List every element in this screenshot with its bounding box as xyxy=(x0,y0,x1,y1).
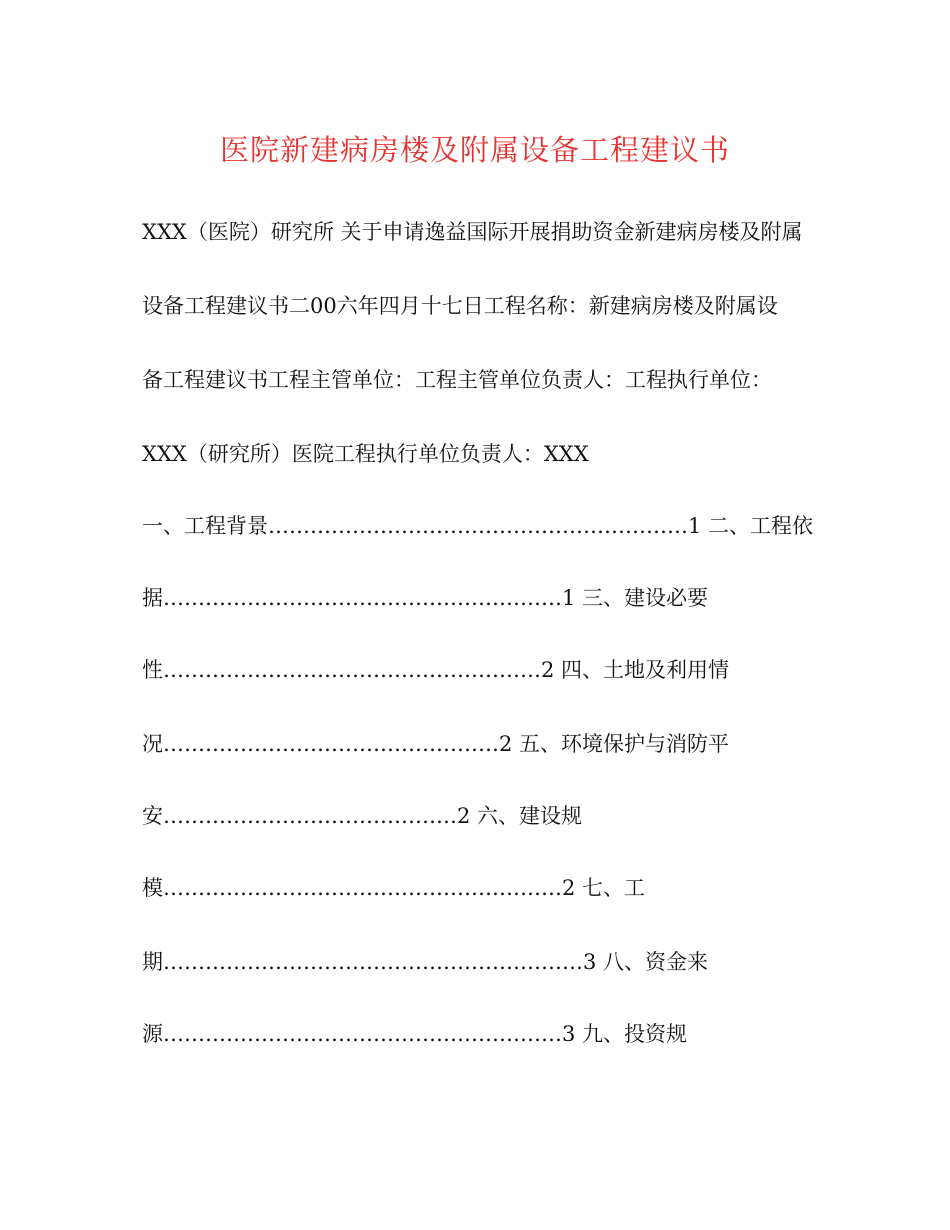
toc-line-8: 源…………………………………………………3 九、投资规 xyxy=(142,1022,688,1046)
toc-line-5: 安……………………………………2 六、建设规 xyxy=(142,804,583,828)
toc-line-7: 期……………………………………………………3 八、资金来 xyxy=(142,950,709,974)
document-title: 医院新建病房楼及附属设备工程建议书 xyxy=(219,133,730,167)
intro-line-1: XXX（医院）研究所 关于申请逸益国际开展捐助资金新建病房楼及附属 xyxy=(142,220,803,244)
intro-line-3: 备工程建议书工程主管单位：工程主管单位负责人：工程执行单位： xyxy=(142,368,772,392)
toc-line-6: 模…………………………………………………2 七、工 xyxy=(142,876,646,900)
intro-line-2: 设备工程建议书二00六年四月十七日工程名称：新建病房楼及附属设 xyxy=(142,294,778,318)
toc-line-2: 据…………………………………………………1 三、建设必要 xyxy=(142,586,709,610)
toc-line-4: 况…………………………………………2 五、环境保护与消防平 xyxy=(142,732,730,756)
toc-line-3: 性………………………………………………2 四、土地及利用情 xyxy=(142,658,730,682)
toc-line-1: 一、工程背景……………………………………………………1 二、工程依 xyxy=(142,514,814,538)
intro-line-4: XXX（研究所）医院工程执行单位负责人：XXX xyxy=(142,442,589,466)
